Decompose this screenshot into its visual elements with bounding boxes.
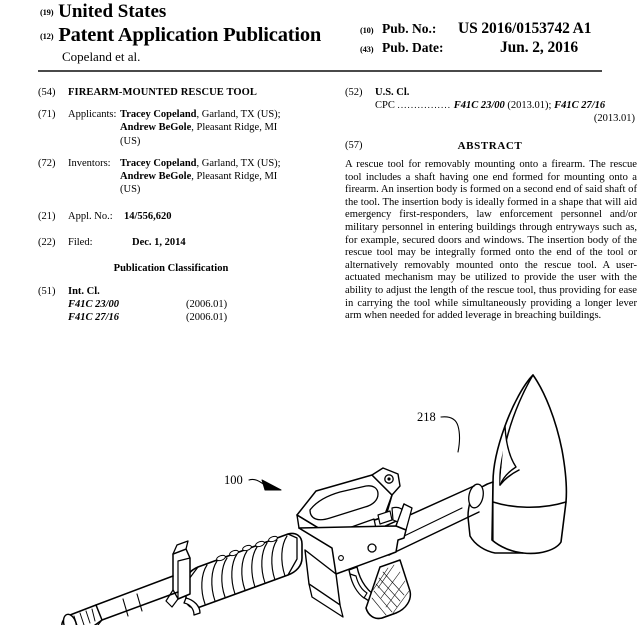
cpc-version-1: (2013.01); <box>507 100 552 111</box>
inventors-value <box>120 157 328 197</box>
field-filed-date <box>38 236 328 249</box>
pub-no-label: Pub. No.: <box>382 21 437 36</box>
inid-52: (52) <box>345 87 363 98</box>
applicant-2-name: Andrew BeGole <box>120 122 192 134</box>
axe-head-tool <box>467 375 567 553</box>
int-cl-code-1: F41C 23/00 <box>68 298 120 310</box>
int-cl-row-1 <box>68 298 328 311</box>
field-int-cl <box>38 285 328 324</box>
cpc-code-1: F41C 23/00 <box>453 100 505 111</box>
country-line <box>40 2 360 22</box>
field-inventors <box>38 157 328 197</box>
inid-10: (10) <box>360 25 374 35</box>
int-cl-code-2: F41C 27/16 <box>68 311 120 323</box>
header-right-block <box>360 20 640 58</box>
inventor-2-address-cont: (US) <box>120 184 141 196</box>
cpc-code-2: F41C 27/16 <box>554 100 606 111</box>
inid-57: (57) <box>345 140 363 151</box>
int-cl-version-1: (2006.01) <box>186 298 228 310</box>
applicants-value <box>120 108 328 148</box>
abstract-block <box>345 140 637 323</box>
lower-receiver <box>299 526 410 618</box>
inid-12: (12) <box>40 31 54 41</box>
reference-numeral-218 <box>417 410 460 452</box>
applicant-2-address: , Pleasant Ridge, MI <box>191 122 278 134</box>
int-cl-body <box>68 285 328 324</box>
appl-no-value: 14/556,620 <box>124 211 172 223</box>
cpc-leader-dots: ................ <box>397 100 452 110</box>
cpc-version-2: (2013.01) <box>593 113 635 124</box>
int-cl-row-2 <box>68 311 328 324</box>
country-name: United States <box>58 1 167 22</box>
abstract-heading: ABSTRACT <box>457 140 523 152</box>
field-title <box>38 86 328 99</box>
abstract-heading-row <box>345 140 637 152</box>
document-header <box>0 0 640 62</box>
applicants-label: Applicants: <box>68 109 117 121</box>
cpc-line <box>375 99 637 112</box>
inid-19: (19) <box>40 7 54 17</box>
inid-21: (21) <box>38 211 56 223</box>
pub-date-value: Jun. 2, 2016 <box>500 39 579 56</box>
bibliographic-left-column <box>38 86 328 324</box>
reference-numeral-100 <box>224 473 281 490</box>
inventor-2-name: Andrew BeGole <box>120 171 192 183</box>
inid-22: (22) <box>38 236 56 248</box>
filed-label: Filed: <box>68 236 93 248</box>
us-cl-label: U.S. Cl. <box>375 87 410 98</box>
patent-figure <box>0 362 640 625</box>
inid-43: (43) <box>360 44 374 54</box>
inid-51: (51) <box>38 285 56 297</box>
inid-72: (72) <box>38 157 56 169</box>
field-application-number <box>38 210 328 223</box>
appl-no-label: Appl. No.: <box>68 211 113 223</box>
applicant-2-address-cont: (US) <box>120 135 141 147</box>
int-cl-label: Int. Cl. <box>68 285 100 297</box>
abstract-text: A rescue tool for removably mounting onto a firearm. The rescue tool includes a shaft having one end formed for mounting onto a firearm. An insertion body is formed on a second end of said shaft of the tool. The insertion body is ideally formed in a shape that will aid emergency first-responders, law enforcement personnel and/or military personnel in entering buildings through entryways such as, for example, secured doors and windows. The insertion body of the rescue tool may be integrally formed onto the end of the tool or alternatively removably mounted onto the rescue tool. A user-actuated mechanism may be utilized to provide the user with the ability to adjust the length of the rescue tool, thus providing for ease in carrying the tool while simultaneously providing a longer lever arm when needed for added leverage in breaching buildings. <box>345 159 637 322</box>
header-left-block <box>40 2 360 64</box>
numeral-218-leader <box>441 417 460 452</box>
publication-classification-heading: Publication Classification <box>113 262 229 274</box>
applicant-1-address: , Garland, TX (US); <box>196 109 281 121</box>
handguard <box>186 533 302 608</box>
inid-54: (54) <box>38 87 56 98</box>
inventors-label: Inventors: <box>68 157 111 169</box>
invention-title: FIREARM-MOUNTED RESCUE TOOL <box>68 87 257 98</box>
header-divider <box>38 70 602 72</box>
numeral-218-text: 218 <box>417 410 436 424</box>
pub-no-value: US 2016/0153742 A1 <box>458 20 592 37</box>
us-cl-body <box>375 86 637 125</box>
pub-date-label: Pub. Date: <box>382 40 444 55</box>
document-type: Patent Application Publication <box>58 24 322 46</box>
field-applicants <box>38 108 328 148</box>
int-cl-version-2: (2006.01) <box>186 311 228 323</box>
field-us-cl <box>345 86 637 125</box>
cpc-prefix: CPC <box>375 100 395 111</box>
inventor-1-address: , Garland, TX (US); <box>196 157 281 169</box>
inventor-1-name: Tracey Copeland <box>120 157 197 169</box>
applicant-1-name: Tracey Copeland <box>120 109 197 121</box>
document-type-line <box>40 23 360 48</box>
numeral-100-arrowhead <box>262 480 281 490</box>
publication-number-row <box>360 20 640 39</box>
filed-value: Dec. 1, 2014 <box>132 236 186 248</box>
numeral-100-text: 100 <box>224 473 243 487</box>
publication-date-row <box>360 39 640 58</box>
author-line: Copeland et al. <box>62 49 141 64</box>
inid-71: (71) <box>38 109 56 121</box>
barrel-and-muzzle <box>61 576 178 625</box>
inventor-2-address: , Pleasant Ridge, MI <box>191 171 278 183</box>
bibliographic-right-column <box>345 86 637 323</box>
